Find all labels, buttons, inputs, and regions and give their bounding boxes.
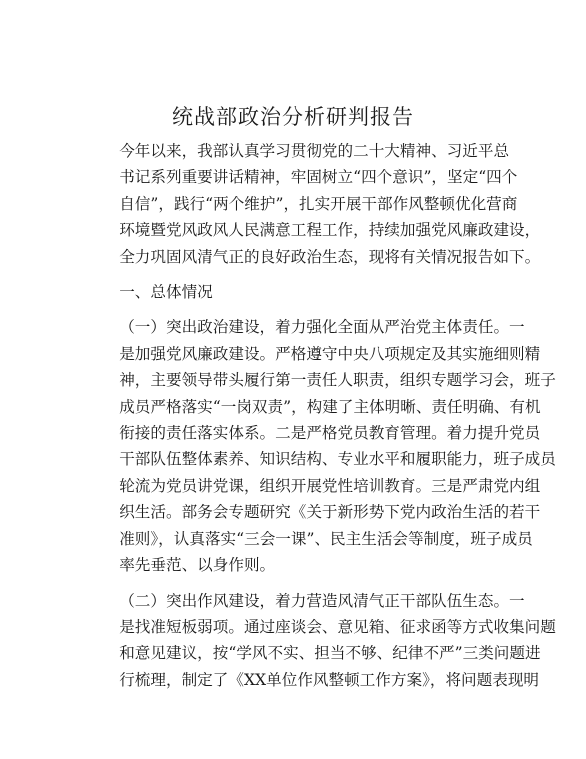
section-paragraph-2 bbox=[88, 588, 556, 694]
text-line: 是加强党风廉政建设。严格遵守中央八项规定及其实施细则精 bbox=[119, 344, 541, 363]
text-line: 和意见建议，按“学风不实、担当不够、纪律不严”三类问题进 bbox=[119, 644, 541, 663]
text-line: 行梳理，制定了《XX单位作风整顿工作方案》，将问题表现明 bbox=[119, 670, 540, 689]
text-line: 衔接的责任落实体系。二是严格党员教育管理。着力提升党员 bbox=[119, 424, 541, 443]
text-line: 环境暨党风政风人民满意工程工作，持续加强党风廉政建设， bbox=[119, 221, 541, 240]
text-line: （二）突出作风建设，着力营造风清气正干部队伍生态。一 bbox=[119, 591, 525, 610]
text-line: 自信”，践行“两个维护”，扎实开展干部作风整顿优化营商 bbox=[119, 194, 518, 213]
section-paragraph-1 bbox=[88, 314, 556, 578]
intro-paragraph bbox=[88, 138, 541, 270]
text-line: 是找准短板弱项。通过座谈会、意见箱、征求函等方式收集问题 bbox=[119, 617, 556, 636]
heading-line: 一、总体情况 bbox=[119, 283, 213, 302]
text-line: 书记系列重要讲话精神，牢固树立“四个意识”，坚定“四个 bbox=[119, 168, 518, 187]
text-line: 全力巩固风清气正的良好政治生态，现将有关情况报告如下。 bbox=[119, 247, 541, 266]
text-line: 今年以来，我部认真学习贯彻党的二十大精神、习近平总 bbox=[119, 142, 510, 160]
text-line: 神，主要领导带头履行第一责任人职责，组织专题学习会，班子 bbox=[119, 371, 556, 390]
section-heading bbox=[88, 279, 496, 305]
text-line: 织生活。部务会专题研究《关于新形势下党内政治生活的若干 bbox=[119, 503, 541, 522]
document-title: 统战部政治分析研判报告 bbox=[172, 105, 414, 129]
text-line: 轮流为党员讲党课，组织开展党性培训教育。三是严肃党内组 bbox=[119, 476, 541, 495]
text-line: 干部队伍整体素养、知识结构、专业水平和履职能力，班子成员 bbox=[119, 450, 556, 469]
text-line: 准则》，认真落实“三会一课”、民主生活会等制度，班子成员 bbox=[119, 529, 533, 548]
text-line: 率先垂范、以身作则。 bbox=[119, 556, 276, 575]
text-line: 成员严格落实“一岗双责”，构建了主体明晰、责任明确、有机 bbox=[119, 397, 541, 416]
document-body bbox=[88, 138, 556, 693]
text-line: （一）突出政治建设，着力强化全面从严治党主体责任。一 bbox=[119, 318, 525, 337]
